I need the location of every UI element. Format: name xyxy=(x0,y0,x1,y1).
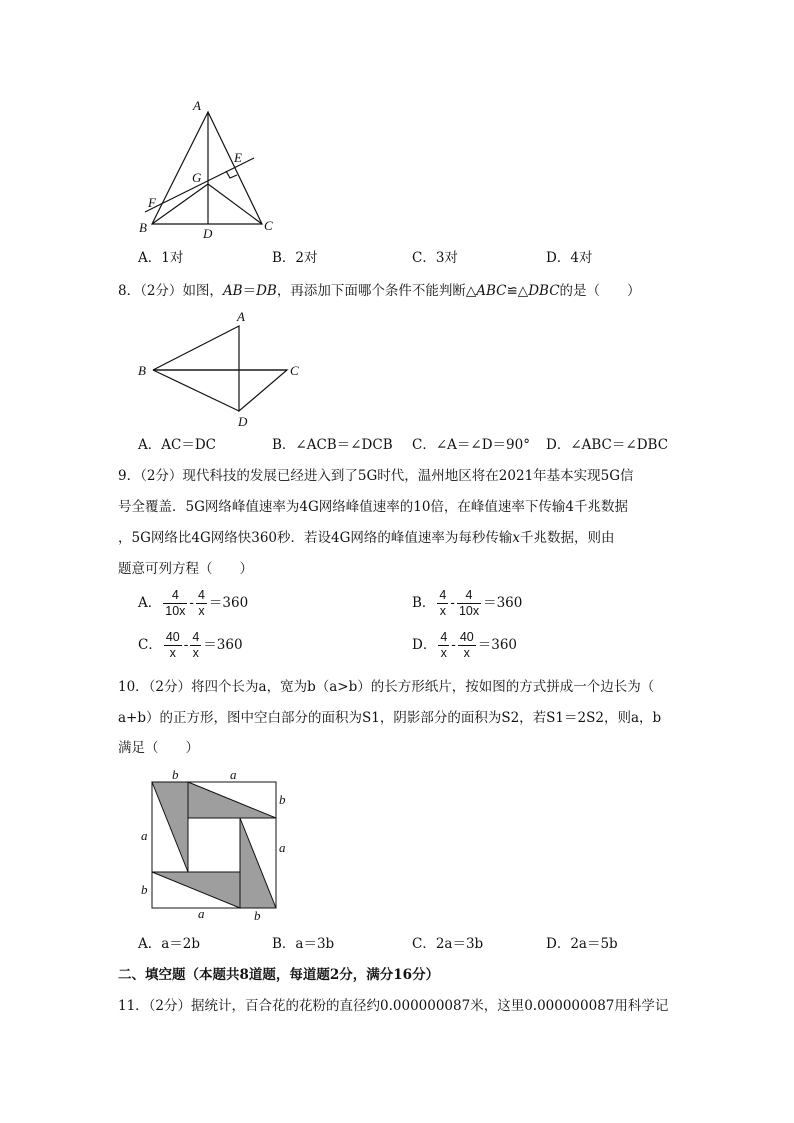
label-a-bottom: a xyxy=(198,906,205,921)
q9-option-b[interactable]: B． $\frac{4}{x}$ - $\frac{4}{10x}$ ＝360 xyxy=(412,588,523,618)
q10-line-3: 满足（ ） xyxy=(118,740,199,756)
q10-line-1: 10．（2分）将四个长为a，宽为b（a>b）的长方形纸片，按如图的方式拼成一个边长为（ xyxy=(118,679,655,695)
label-c: C xyxy=(290,363,299,378)
q9-option-a[interactable]: A． $\frac{4}{10x}$ - $\frac{4}{x}$ ＝360 xyxy=(138,588,249,618)
q9-option-c[interactable]: C． $\frac{40}{x}$ - $\frac{4}{x}$ ＝360 xyxy=(138,630,243,660)
q9-line-3: ，5G网络比4G网络快360秒．若设4G网络的峰值速率为每秒传输x千兆数据，则由 xyxy=(118,530,615,546)
q9-line-1: 9．（2分）现代科技的发展已经进入到了5G时代，温州地区将在2021年基本实现5G信 xyxy=(118,468,634,484)
section-heading: 二、填空题（本题共8道题，每道题2分，满分16分） xyxy=(118,967,440,983)
segment-gc xyxy=(208,184,262,224)
label-b-bottom: b xyxy=(254,908,261,923)
label-a-left: a xyxy=(141,828,148,843)
q8-option-d[interactable]: D．∠ABC＝∠DBC xyxy=(546,437,669,453)
q7-option-a[interactable]: A．1对 xyxy=(138,250,184,266)
line-fe xyxy=(145,158,254,212)
label-b-left: b xyxy=(141,882,148,897)
q9-line-4: 题意可列方程（ ） xyxy=(118,561,253,577)
q10-option-d[interactable]: D．2a＝5b xyxy=(546,936,618,952)
label-b-right: b xyxy=(279,792,286,807)
q8-option-a[interactable]: A．AC＝DC xyxy=(138,437,216,453)
label-a-top: a xyxy=(230,767,237,782)
shaded-triangle-bottom xyxy=(152,872,240,908)
q7-option-d[interactable]: D．4对 xyxy=(546,250,593,266)
q9-line-2: 号全覆盖．5G网络峰值速率为4G网络峰值速率的10倍，在峰值速率下传输4千兆数据 xyxy=(118,499,629,515)
q7-option-b[interactable]: B．2对 xyxy=(272,250,318,266)
q8-option-c[interactable]: C．∠A＝∠D＝90° xyxy=(412,437,530,453)
label-a-right: a xyxy=(279,840,286,855)
quadrilateral-abdc xyxy=(153,326,287,411)
label-a: A xyxy=(193,98,201,113)
label-b-top: b xyxy=(172,767,179,782)
q8-option-b[interactable]: B．∠ACB＝∠DCB xyxy=(272,437,393,453)
q9-option-d[interactable]: D． $\frac{4}{x}$ - $\frac{40}{x}$ ＝360 xyxy=(412,630,518,660)
q10-option-a[interactable]: A．a＝2b xyxy=(138,936,201,952)
label-b: B xyxy=(139,220,147,235)
figure-q10 xyxy=(135,765,295,925)
label-a: A xyxy=(237,309,245,324)
right-angle-mark xyxy=(226,171,237,178)
label-c: C xyxy=(264,218,273,233)
shaded-triangle-top xyxy=(188,782,276,818)
q8-stem: 8．（2分）如图，AB＝DB，再添加下面哪个条件不能判断△ABC≌△DBC的是（ ） xyxy=(118,283,641,299)
triangle-abc xyxy=(152,112,262,224)
q10-option-b[interactable]: B．a＝3b xyxy=(272,936,335,952)
label-g: G xyxy=(192,170,202,185)
label-d: D xyxy=(203,226,213,241)
label-b: B xyxy=(138,363,146,378)
label-d: D xyxy=(238,414,248,429)
label-f: F xyxy=(148,195,156,210)
figure-q8 xyxy=(135,305,310,430)
q11-stem: 11．（2分）据统计，百合花的花粉的直径约0.000000087米，这里0.000000087用科学记 xyxy=(118,998,669,1014)
q7-option-c[interactable]: C．3对 xyxy=(412,250,458,266)
label-e: E xyxy=(234,150,242,165)
segment-bd xyxy=(153,370,239,411)
q10-line-2: a+b）的正方形，图中空白部分的面积为S1，阴影部分的面积为S2，若S1＝2S2，则a，b xyxy=(118,710,662,726)
figure-q7 xyxy=(135,95,273,245)
shaded-triangle-right xyxy=(240,818,276,908)
shaded-triangle-left xyxy=(152,782,188,872)
q10-option-c[interactable]: C．2a＝3b xyxy=(412,936,484,952)
